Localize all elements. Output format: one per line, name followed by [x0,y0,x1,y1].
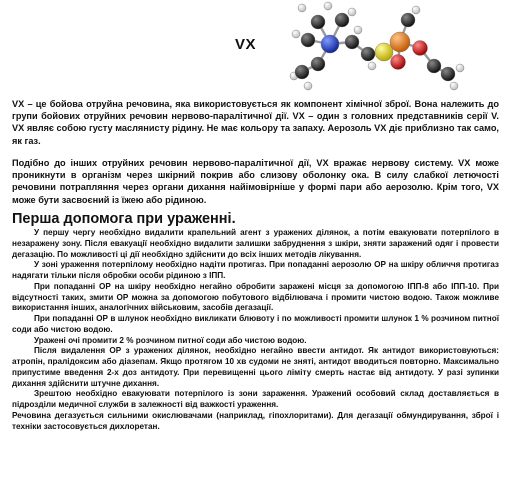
first-aid-heading: Перша допомога при ураженні. [12,211,236,227]
first-aid-section [12,228,499,432]
page-title: VX [234,36,256,53]
vx-molecule-image [288,0,468,96]
first-aid-paragraph: Після видалення ОР з уражених ділянок, необхідно негайно ввести антидот. Як антидот використовуються: атропін, пралідоксим або діазепам. Якщо протягом 10 хв судоми не зняті, антидот вводиться повторно. Максимально припустиме введення 2-х доз антидоту. При перевищенні цього ліміту смерть настає від антидоту. У разі зупинки дихання здійснити штучне дихання. [12,346,499,388]
effects-paragraph: Подібно до інших отруйних речовин нервово-паралітичної дії, VX вражає нервову систему. VX може проникнути в організм через шкірний покрив або слизову оболонку ока. В силу слабкої летючості речовини потрапляння через органи дихання найімовірніше у формі пари або аерозолю. Крім того, VX може бути засвоєний із їжею або рідиною. [12,158,499,205]
first-aid-paragraph: Речовина дегазується сильними окислювачами (наприклад, гіпохлоритами). Для дегазації обмундирування, зброї і техніки застосовується дихлоретан. [12,410,499,431]
first-aid-paragraph: У зоні ураження потерпілому необхідно надіти протигаз. При попаданні аерозолю ОР на шкіру обличчя протигаз надягати тільки після обробки особи рідиною з ІПП. [12,260,499,280]
first-aid-paragraph: Зрештою необхідно евакуювати потерпілого із зони зараження. Уражений особовий склад доставляється в підрозділи медичної служби в залежності від важкості ураження. [12,389,499,409]
intro-paragraph: VX – це бойова отруйна речовина, яка використовується як компонент хімічної зброї. Вона належить до групи бойових отруйних речовин нервово-паралітичної дії. VX – один з головних представників серії V. VX являє собою густу маслянисту рідину. Не має кольору та запаху. Аерозоль VX діє приблизно так само, як газ. [12,99,499,146]
first-aid-paragraph: У першу чергу необхідно видалити крапельний агент з уражених ділянок, а потім евакуювати потерпілого в незаражену зону. Після евакуації необхідно видалити залишки забруднення з шкіри, зняти заражений одяг і провести дегазацію. По можливості ці дії необхідно здійснити до всіх інших методів лікування. [12,228,499,259]
first-aid-paragraph: При попаданні ОР на шкіру необхідно негайно обробити заражені місця за допомогою ІПП-8 або ІПП-10. При відсутності таких, змити ОР можна за допомогою побутового відбілювача і промити чистою водою. Також можливе використання інших, аналогічних військовим, засобів дегазації. [12,281,499,313]
first-aid-paragraph: Уражені очі промити 2 % розчином питної соди або чистою водою. [34,335,307,345]
first-aid-paragraph: При попаданні ОР в шлунок необхідно викликати блювоту і по можливості промити шлунок 1 % розчином питної соди або чистою водою. [12,314,499,334]
